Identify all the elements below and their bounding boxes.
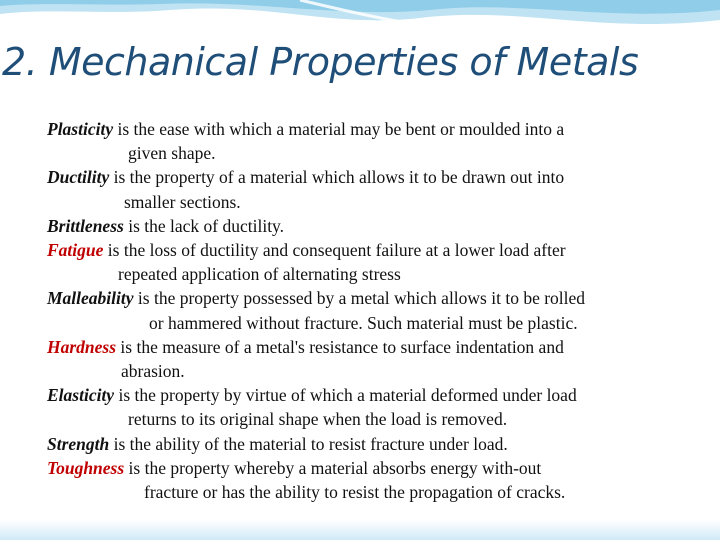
term-malleability: Malleability — [47, 288, 134, 309]
definition-text: is the measure of a metal's resistance to surface indentation and — [116, 336, 564, 357]
definition-line — [47, 383, 707, 407]
definition-fatigue — [47, 238, 707, 286]
definition-continuation: smaller sections. — [124, 191, 241, 212]
slide-title: 2. Mechanical Properties of Metals — [2, 40, 639, 84]
definition-text: is the lack of ductility. — [123, 215, 285, 236]
term-toughness: Toughness — [47, 457, 125, 478]
footer-band-decoration — [0, 520, 720, 540]
term-ductility: Ductility — [47, 167, 110, 188]
definition-strength — [47, 432, 707, 456]
definition-text: is the property of a material which allows it to be drawn out into — [109, 167, 565, 188]
definition-continuation: repeated application of alternating stress — [118, 264, 401, 285]
definition-line — [47, 165, 707, 189]
definition-line — [47, 117, 707, 141]
term-brittleness: Brittleness — [47, 215, 124, 236]
definition-line — [47, 456, 707, 480]
definition-line — [47, 286, 707, 310]
definition-continuation: fracture or has the ability to resist the propagation of cracks. — [144, 482, 566, 503]
definition-text: is the property possessed by a metal which allows it to be rolled — [133, 288, 586, 309]
definition-ductility — [47, 165, 707, 213]
term-elasticity: Elasticity — [47, 385, 115, 406]
definition-continuation: returns to its original shape when the load is removed. — [128, 409, 508, 430]
definition-malleability — [47, 286, 707, 334]
definition-hardness — [47, 335, 707, 383]
definition-line — [47, 335, 707, 359]
definition-continuation: or hammered without fracture. Such material must be plastic. — [149, 312, 578, 333]
definition-brittleness — [47, 214, 707, 238]
definition-text: is the ability of the material to resist fracture under load. — [109, 433, 508, 454]
definition-line — [47, 214, 707, 238]
definition-line — [47, 238, 707, 262]
term-strength: Strength — [47, 433, 110, 454]
definition-line — [47, 432, 707, 456]
term-hardness: Hardness — [47, 336, 117, 357]
definition-text: is the property whereby a material absorbs energy with-out — [124, 457, 542, 478]
definitions-list — [47, 117, 707, 504]
definition-text: is the loss of ductility and consequent failure at a lower load after — [103, 240, 566, 261]
definition-continuation: abrasion. — [121, 361, 185, 382]
definition-toughness — [47, 456, 707, 504]
term-fatigue: Fatigue — [47, 240, 104, 261]
definition-text: is the ease with which a material may be bent or moulded into a — [113, 119, 565, 139]
definition-elasticity — [47, 383, 707, 431]
term-plasticity: Plasticity — [47, 119, 114, 139]
header-wave-decoration — [0, 0, 720, 44]
definition-text: is the property by virtue of which a material deformed under load — [114, 385, 577, 406]
definition-continuation: given shape. — [128, 143, 216, 164]
definition-plasticity — [47, 117, 707, 165]
